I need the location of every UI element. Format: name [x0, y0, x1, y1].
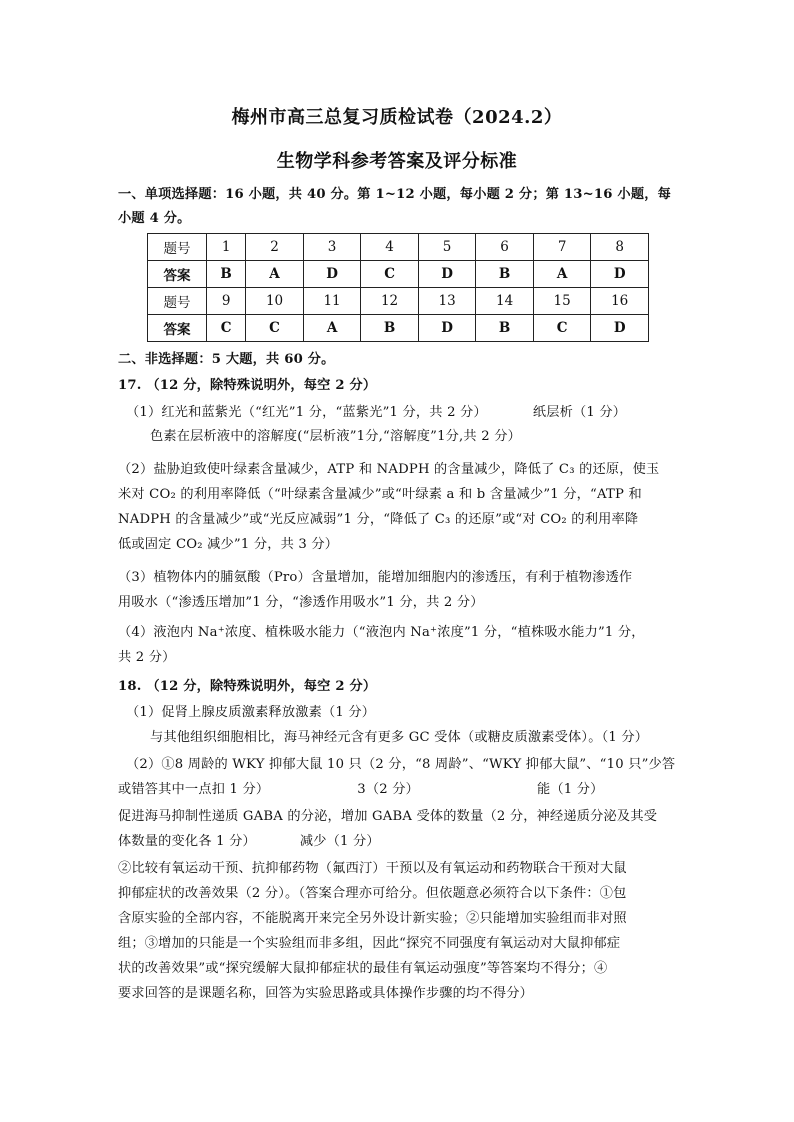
table-row	[148, 315, 649, 342]
q18-part3-line3: 含原实验的全部内容，不能脱离开来完全另外设计新实验；②只能增加实验组而非对照	[118, 911, 627, 926]
q17-part4-line1: （4）液泡内 Na⁺浓度、植株吸水能力（“液泡内 Na⁺浓度”1 分，“植株吸水能力”1 分，	[118, 625, 645, 640]
q17-part3-line2: 用吸水（“渗透压增加”1 分，“渗透作用吸水”1 分，共 2 分）	[118, 595, 484, 610]
table-header-cell: 题号	[148, 234, 207, 261]
table-cell: D	[418, 315, 476, 342]
table-cell: B	[476, 261, 534, 288]
table-cell: 3	[303, 234, 361, 261]
q18-part3-line1: ②比较有氧运动干预、抗抑郁药物（氟西汀）干预以及有氧运动和药物联合干预对大鼠	[118, 861, 627, 876]
q17-heading: 17. （12 分，除特殊说明外，每空 2 分）	[118, 378, 377, 393]
table-header-cell: 题号	[148, 288, 207, 315]
table-cell: 10	[246, 288, 304, 315]
table-header-cell: 答案	[148, 261, 207, 288]
answer-table	[147, 233, 649, 342]
table-cell: 4	[361, 234, 419, 261]
table-cell: 12	[361, 288, 419, 315]
q17-part1-line1	[126, 404, 691, 422]
q17-part2-line3: NADPH 的含量减少”或“光反应减弱”1 分，“降低了 C₃ 的还原”或“对 CO₂ 的利用率降	[118, 512, 639, 527]
table-cell: 1	[207, 234, 246, 261]
table-cell: C	[246, 315, 304, 342]
table-cell: D	[303, 261, 361, 288]
q18-part2-line2	[118, 781, 683, 799]
q17-part1-answer-b: 纸层析（1 分）	[532, 405, 627, 420]
table-cell: A	[533, 261, 591, 288]
table-cell: A	[303, 315, 361, 342]
q18-part2-answer-e: 减少（1 分）	[299, 834, 380, 849]
section2-heading: 二、非选择题：5 大题，共 60 分。	[118, 352, 335, 367]
table-cell: 5	[418, 234, 476, 261]
table-cell: 13	[418, 288, 476, 315]
table-cell: D	[591, 315, 649, 342]
q17-part1-line2: 色素在层析液中的溶解度(“层析液”1分,“溶解度”1分,共 2 分）	[150, 429, 521, 444]
table-cell: 6	[476, 234, 534, 261]
q18-part3-line5: 状的改善效果”或“探究缓解大鼠抑郁症状的最佳有氧运动强度”等答案均不得分；④	[118, 961, 608, 976]
section1-intro-line1: 一、单项选择题：16 小题，共 40 分。第 1~12 小题，每小题 2 分；第 13~16 小题，每	[118, 187, 671, 202]
table-cell: 8	[591, 234, 649, 261]
table-row	[148, 288, 649, 315]
table-cell: C	[207, 315, 246, 342]
table-cell: C	[533, 315, 591, 342]
q18-part2-answer-b: 3（2 分）	[357, 782, 419, 797]
q18-part1-line1: （1）促肾上腺皮质激素释放激素（1 分）	[126, 705, 376, 720]
table-cell: B	[207, 261, 246, 288]
page-subtitle: 生物学科参考答案及评分标准	[276, 151, 518, 172]
table-cell: A	[246, 261, 304, 288]
q17-part3-line1: （3）植物体内的脯氨酸（Pro）含量增加，能增加细胞内的渗透压，有利于植物渗透作	[118, 570, 633, 585]
table-cell: 2	[246, 234, 304, 261]
table-row	[148, 261, 649, 288]
q18-part2-line1: （2）①8 周龄的 WKY 抑郁大鼠 10 只（2 分，“8 周龄”、“WKY 抑郁大鼠”、“10 只”少答	[126, 757, 676, 772]
q18-part2-line3: 促进海马抑制性递质 GABA 的分泌，增加 GABA 受体的数量（2 分，神经递质分泌及其受	[118, 809, 658, 824]
q18-part2-answer-c: 能（1 分）	[537, 782, 604, 797]
q18-part2-answer-d: 体数量的变化各 1 分）	[118, 834, 256, 849]
q17-part2-line1: （2）盐胁迫致使叶绿素含量减少，ATP 和 NADPH 的含量减少，降低了 C₃ 的还原，使玉	[118, 462, 660, 477]
q18-part2-answer-a: 或错答其中一点扣 1 分）	[118, 782, 270, 797]
table-cell: B	[476, 315, 534, 342]
table-cell: D	[418, 261, 476, 288]
q18-part2-line4	[118, 833, 683, 851]
table-cell: D	[591, 261, 649, 288]
table-cell: 16	[591, 288, 649, 315]
table-header-cell: 答案	[148, 315, 207, 342]
table-cell: 15	[533, 288, 591, 315]
table-cell: B	[361, 315, 419, 342]
table-cell: 11	[303, 288, 361, 315]
q17-part4-line2: 共 2 分）	[118, 650, 176, 665]
q18-part1-line2: 与其他组织细胞相比，海马神经元含有更多 GC 受体（或糖皮质激素受体）。（1 分）	[150, 730, 649, 745]
table-cell: 9	[207, 288, 246, 315]
q17-part2-line2: 米对 CO₂ 的利用率降低（“叶绿素含量减少”或“叶绿素 a 和 b 含量减少”1 分，“ATP 和	[118, 487, 642, 502]
section1-intro-line2: 小题 4 分。	[118, 211, 191, 226]
q18-part3-line4: 组；③增加的只能是一个实验组而非多组，因此“探究不同强度有氧运动对大鼠抑郁症	[118, 936, 621, 951]
table-cell: 14	[476, 288, 534, 315]
q18-part3-line2: 抑郁症状的改善效果（2 分）。（答案合理亦可给分。但依题意必须符合以下条件：①包	[118, 886, 627, 901]
q17-part2-line4: 低或固定 CO₂ 减少”1 分，共 3 分）	[118, 537, 339, 552]
table-cell: 7	[533, 234, 591, 261]
q18-part3-line6: 要求回答的是课题名称，回答为实验思路或具体操作步骤的均不得分）	[118, 986, 534, 1001]
q17-part1-answer: （1）红光和蓝紫光（“红光”1 分，“蓝紫光”1 分，共 2 分）	[126, 405, 487, 420]
table-cell: C	[361, 261, 419, 288]
page-title: 梅州市高三总复习质检试卷（2024.2）	[231, 107, 563, 128]
table-row	[148, 234, 649, 261]
q18-heading: 18. （12 分，除特殊说明外，每空 2 分）	[118, 679, 377, 694]
